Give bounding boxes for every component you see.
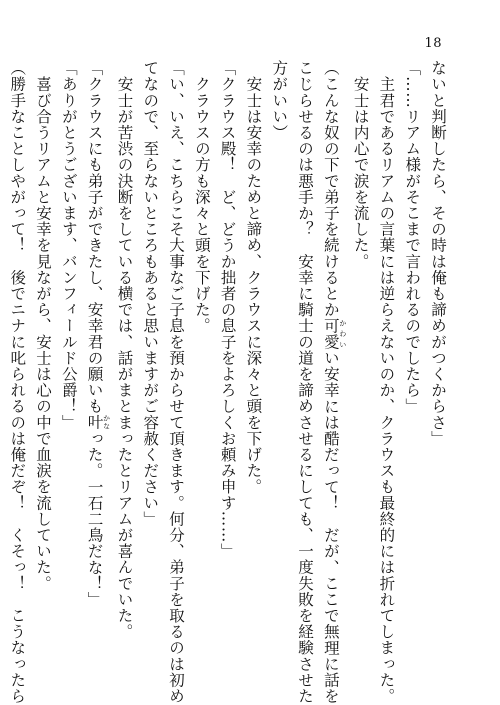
text-line: 喜び合うリアムと安幸を見ながら、安士は心の中で血涙を流していた。 (34, 60, 53, 592)
text-line: クラウスの方も深々と頭を下げた。 (192, 60, 211, 334)
ruby-annotation: 叶 かな (85, 414, 111, 431)
text-line-with-ruby: 「クラウスにも弟子ができたし、安幸君の願いも叶 かなった。一石二鳥だな！」 (85, 60, 111, 608)
text-line: 安士は安幸のためと諦め、クラウスに深々と頭を下げた。 (244, 60, 263, 495)
text-line: 「い、いえ、こちらこそ大事なご子息を預からせて頂きます。何分、弟子を取るのは初め (167, 60, 186, 704)
text-line-with-ruby: （こんな奴の下で弟子を続けるとか可愛 かわいい安幸には酷だって！ だが、ここで無理に話を (321, 60, 347, 705)
text-line: 主君であるリアムの言葉には逆らえないのか、クラウスも最終的には折れてしまった。 (377, 60, 396, 704)
text-line: 安士は内心で涙を流した。 (351, 60, 370, 270)
ruby-reading: かな (102, 414, 111, 431)
text-line: こじらせるのは悪手か？ 安幸に騎士の道を諦めさせるにしても、一度失敗を経験させた (296, 60, 315, 704)
body-text (8, 60, 450, 705)
page-number: 18 (424, 36, 442, 51)
text-line: 「クラウス殿！ ど、どうか拙者の息子をよろしくお頼み申す……」 (218, 60, 237, 560)
text-line: 「ありがとうございます、バンフィールド公爵！」 (59, 60, 78, 431)
text-line: ないと判断したら、その時は俺も諦めがつくからさ」 (429, 60, 447, 447)
text-line: 安士が苦渋の決断をしている横では、話がまとまったとリアムが喜んでいた。 (115, 60, 134, 640)
text-line: てなので、至らないところもあると思いますがご容赦ください」 (141, 60, 160, 527)
ruby-reading: かわい (338, 317, 347, 350)
text-line: 「……リアム様がそこまで言われるのでしたら」 (403, 60, 422, 415)
text-line: 方がいい） (270, 60, 289, 141)
text-line: （勝手なことしやがって！ 後でニナに叱られるのは俺だぞ！ くそっ！ こうなったら (8, 60, 27, 704)
ruby-annotation: 可愛 かわい (321, 317, 347, 350)
